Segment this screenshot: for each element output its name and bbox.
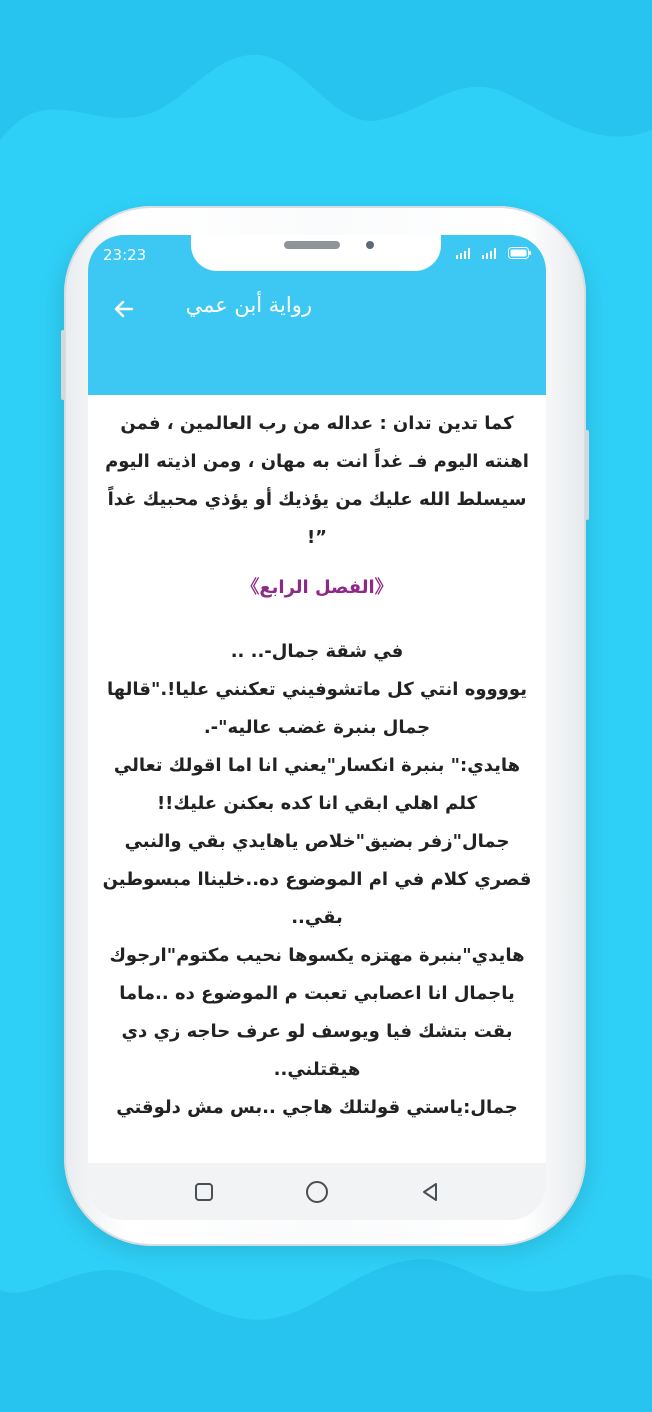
story-line: يووووه انتي كل ماتشوفيني تعكنني عليا!."قالها جمال بنبرة غضب عاليه"-. <box>107 679 527 738</box>
navigation-bar <box>88 1163 546 1220</box>
recent-apps-button[interactable] <box>188 1176 220 1208</box>
chapter-title: 《الفصل الرابع》 <box>241 577 393 598</box>
phone-side-button-right <box>585 430 589 520</box>
phone-screen <box>88 235 546 1220</box>
story-line: في شقة جمال-.. .. <box>230 641 404 662</box>
paragraph-intro: كما تدين تدان : عداله من رب العالمين ، فمن اهنته اليوم فـ غداً انت به مهان ، ومن اذيته اليوم سيسلط الله عليك من يؤذيك أو يؤذي محبيك غداً ”! <box>105 413 529 548</box>
speaker-icon <box>284 241 340 249</box>
story-text <box>100 405 534 1127</box>
status-icons <box>456 247 532 259</box>
square-icon <box>194 1182 214 1202</box>
status-time: 23:23 <box>103 246 147 264</box>
system-back-button[interactable] <box>414 1176 446 1208</box>
home-button[interactable] <box>301 1176 333 1208</box>
battery-icon <box>508 247 532 259</box>
arrow-left-icon <box>112 297 136 321</box>
story-line: هايدي"بنبرة مهتزه يكسوها نحيب مكتوم"ارجوك ياجمال انا اعصابي تعبت م الموضوع ده ..ماما بقت بتشك فيا ويوسف لو عرف حاجه زي دي هيقتلني.. <box>109 945 525 1080</box>
back-button[interactable] <box>108 293 140 325</box>
phone-notch <box>191 235 441 271</box>
page-title: رواية أبن عمي <box>185 293 312 317</box>
camera-icon <box>366 241 374 249</box>
phone-side-button-left <box>61 330 65 400</box>
header-wave <box>88 335 546 405</box>
story-line: هايدي:" بنبرة انكسار"يعني انا اما اقولك تعالي كلم اهلي ابقي انا كده بعكنن عليك!! <box>113 755 521 814</box>
triangle-back-icon <box>419 1181 441 1203</box>
story-line: جمال:ياستي قولتلك هاجي ..بس مش دلوقتي <box>116 1097 518 1118</box>
reader-content[interactable] <box>88 395 546 1165</box>
circle-icon <box>305 1180 329 1204</box>
story-line: جمال"زفر بضيق"خلاص ياهايدي بقي والنبي قصري كلام في ام الموضوع ده..خليناا مبسوطين بقي.. <box>102 831 532 928</box>
signal-icon <box>456 247 478 259</box>
signal-icon-2 <box>482 247 504 259</box>
